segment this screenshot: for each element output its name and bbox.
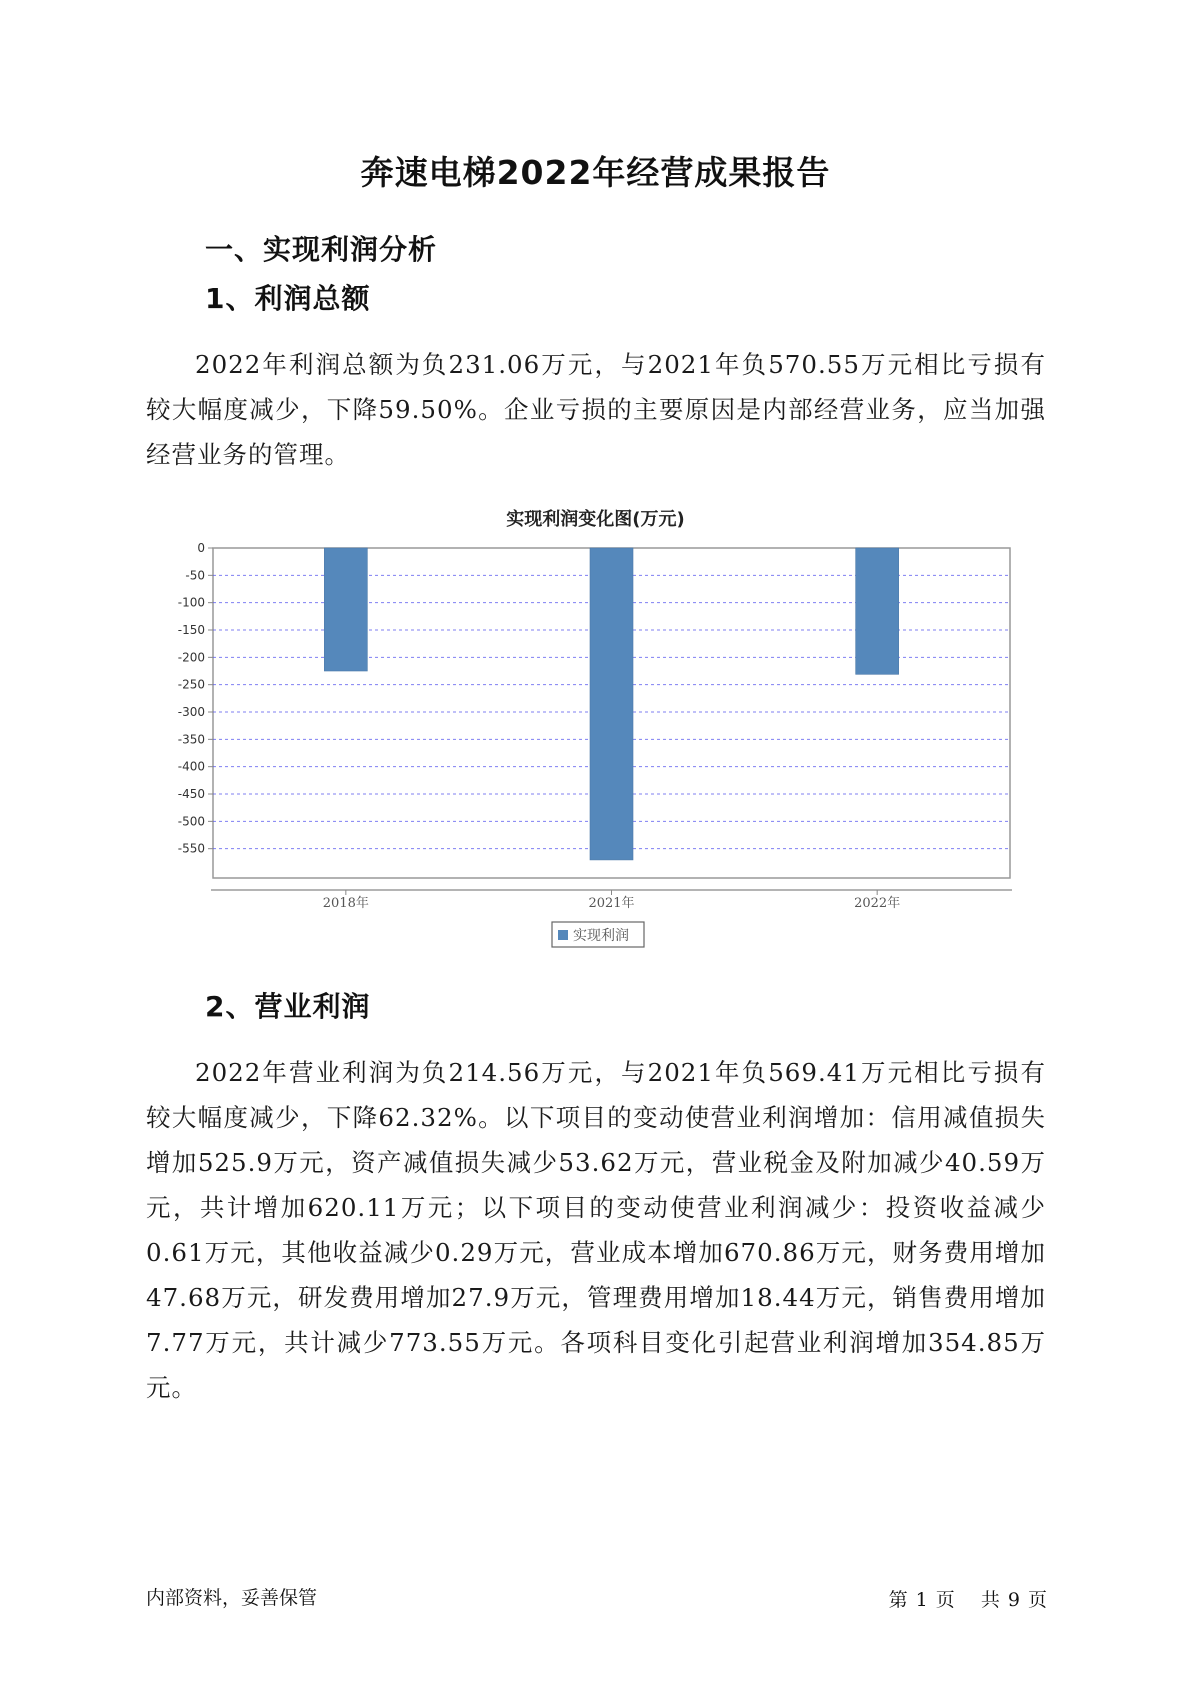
y-tick-label: -450 <box>177 787 205 802</box>
y-tick-label: -400 <box>177 759 205 774</box>
footer-page-number <box>885 1585 1051 1612</box>
page-current: 1 <box>915 1589 928 1611</box>
x-tick-label: 2022年 <box>854 896 901 911</box>
y-tick-label: 0 <box>197 541 205 555</box>
y-tick-label: -200 <box>177 650 205 665</box>
subsection-heading-operating-profit: 2、营业利润 <box>205 990 371 1023</box>
bar-2021年 <box>590 548 633 860</box>
page-total: 9 <box>1007 1589 1020 1611</box>
y-tick-label: -550 <box>177 841 205 856</box>
legend-label: 实现利润 <box>573 928 629 944</box>
x-tick-label: 2018年 <box>322 896 369 911</box>
y-tick-label: -250 <box>177 677 205 692</box>
bar-2018年 <box>324 548 367 671</box>
footer-confidential-note: 内部资料，妥善保管 <box>146 1587 318 1609</box>
bar-2022年 <box>856 548 899 674</box>
section-heading-profit-analysis: 一、实现利润分析 <box>205 233 438 266</box>
y-tick-label: -150 <box>177 623 205 638</box>
page-total-prefix: 共 <box>980 1589 1000 1611</box>
document-title: 奔速电梯2022年经营成果报告 <box>360 153 831 192</box>
x-tick-label: 2021年 <box>588 896 635 911</box>
legend-swatch <box>558 930 568 940</box>
total-profit-paragraph: 2022年利润总额为负231.06万元，与2021年负570.55万元相比亏损有较大幅度减少，下降59.50%。企业亏损的主要原因是内部经营业务，应当加强经营业务的管理。 <box>146 350 1046 469</box>
page-unit: 页 <box>935 1589 955 1611</box>
page-total-unit: 页 <box>1027 1589 1047 1611</box>
y-tick-label: -100 <box>177 595 205 610</box>
subsection-heading-total-profit: 1、利润总额 <box>205 282 371 315</box>
page-prefix: 第 <box>888 1589 908 1611</box>
operating-profit-paragraph: 2022年营业利润为负214.56万元，与2021年负569.41万元相比亏损有较大幅度减少，下降62.32%。以下项目的变动使营业利润增加：信用减值损失增加525.9万元，资产减值损失减少53.62万元，营业税金及附加减少40.59万元，共计增加620.11万元；以下项目的变动使营业利润减少：投资收益减少0.61万元，其他收益减少0.29万元，营业成本增加670.86万元，财务费用增加47.68万元，研发费用增加27.9万元，管理费用增加18.44万元，销售费用增加7.77万元，共计减少773.55万元。各项科目变化引起营业利润增加354.85万元。 <box>146 1058 1046 1402</box>
y-tick-label: -500 <box>177 814 205 829</box>
y-tick-label: -350 <box>177 732 205 747</box>
chart-title: 实现利润变化图(万元) <box>506 509 685 530</box>
y-tick-label: -300 <box>177 705 205 720</box>
y-tick-label: -50 <box>185 568 205 583</box>
